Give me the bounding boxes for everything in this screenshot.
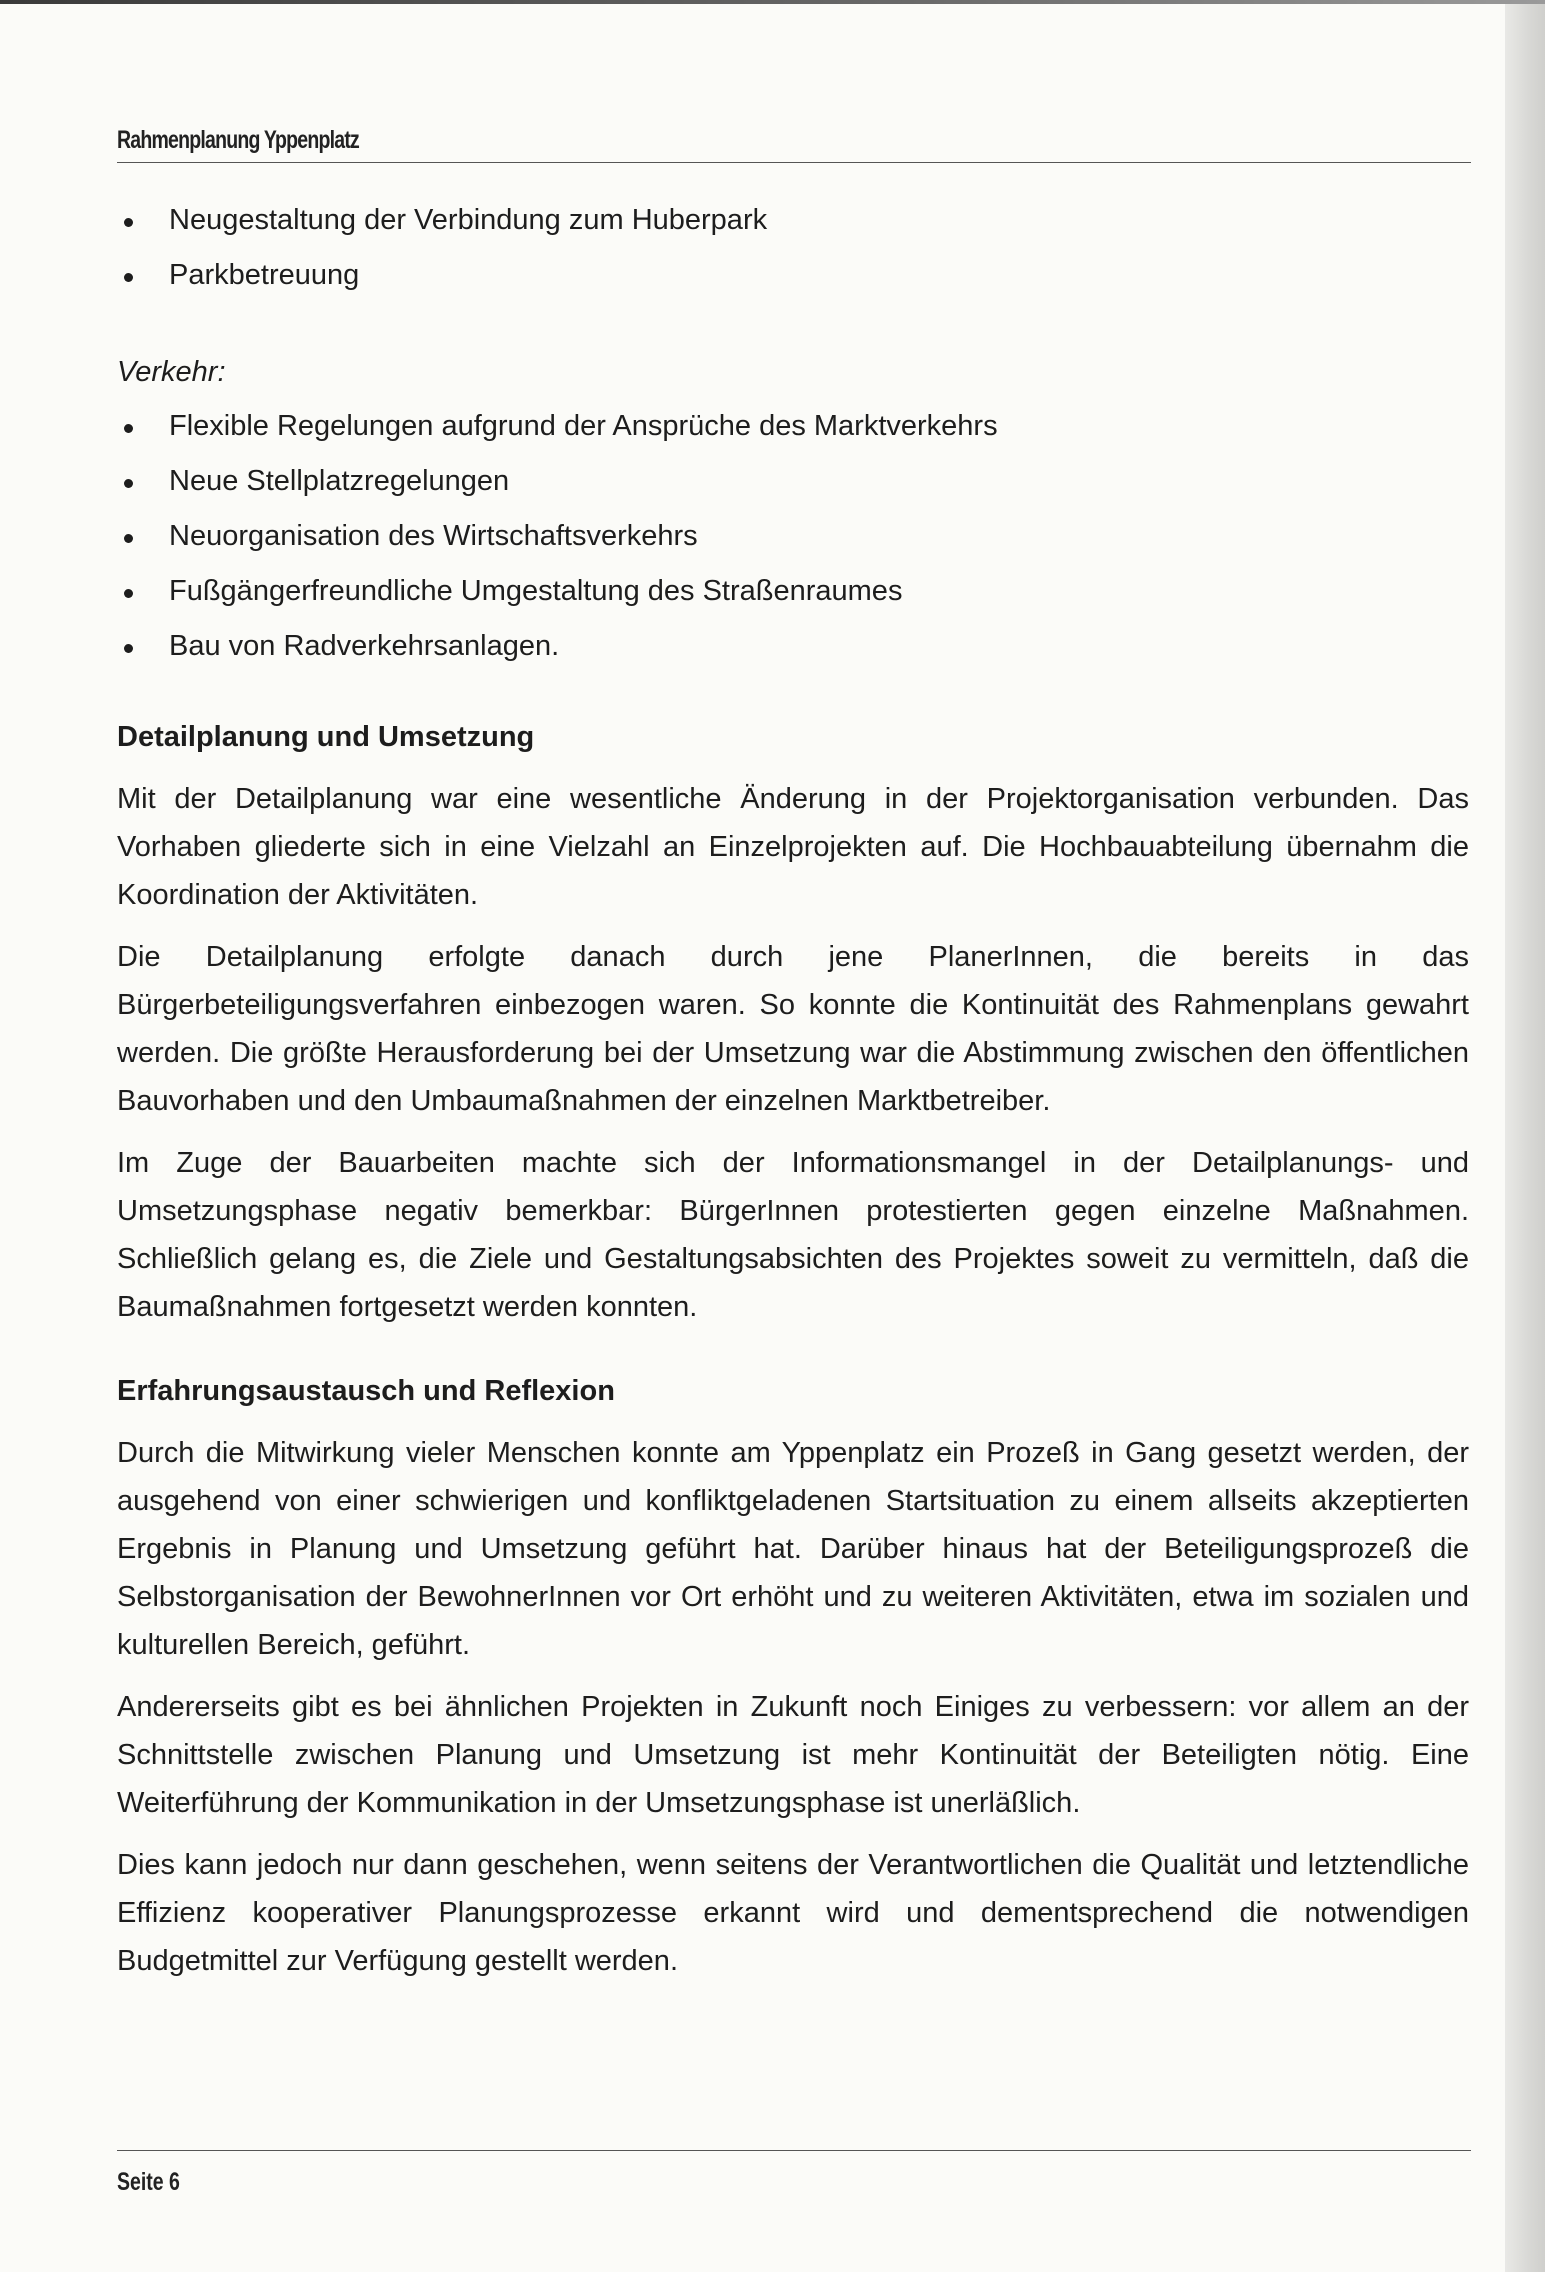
paragraph: Dies kann jedoch nur dann geschehen, wenn seitens der Verantwortlichen die Qualität und letztendliche Effizienz kooperativer Planungsprozesse erkannt wird und dementsprechend die notwendigen Budgetmittel zur Verfügung gestellt werden. — [117, 1849, 1469, 1977]
list-item-text: Neue Stellplatzregelungen — [169, 465, 510, 497]
footer-rule — [117, 2150, 1471, 2151]
list-item — [117, 457, 1469, 512]
list-item — [117, 196, 1469, 251]
header-rule — [117, 162, 1471, 163]
paragraph: Andererseits gibt es bei ähnlichen Projekten in Zukunft noch Einiges zu verbessern: vor allem an der Schnittstelle zwischen Planung und Umsetzung ist mehr Kontinuität der Beteiligten nötig. Eine Weiterführung der Kommunikation in der Umsetzungsphase ist unerläßlich. — [117, 1691, 1469, 1819]
list-item-text: Parkbetreuung — [169, 259, 360, 291]
bullet-icon — [124, 589, 133, 598]
list-item-text: Neuorganisation des Wirtschaftsverkehrs — [169, 520, 698, 552]
list-item — [117, 512, 1469, 567]
running-header — [117, 126, 1467, 155]
paragraph: Im Zuge der Bauarbeiten machte sich der Informationsmangel in der Detailplanungs- und Umsetzungsphase negativ bemerkbar: BürgerInnen protestierten gegen einzelne Maßnahmen. Schließlich gelang es, die Ziele und Gestaltungsabsichten des Projektes soweit zu vermitteln, daß die Baumaßnahmen fortgesetzt werden konnten. — [117, 1147, 1469, 1323]
list-item-text: Bau von Radverkehrsanlagen. — [169, 630, 560, 662]
scan-top-edge — [0, 0, 1545, 4]
list-item-text: Flexible Regelungen aufgrund der Ansprüche des Marktverkehrs — [169, 410, 998, 442]
bullet-icon — [124, 218, 133, 227]
intro-bullet-list — [117, 196, 1469, 306]
verkehr-bullet-list — [117, 402, 1469, 677]
bullet-icon — [124, 644, 133, 653]
bullet-icon — [124, 424, 133, 433]
list-item — [117, 567, 1469, 622]
paragraph: Mit der Detailplanung war eine wesentliche Änderung in der Projektorganisation verbunden. Das Vorhaben gliederte sich in eine Vielzahl an Einzelprojekten auf. Die Hochbauabteilung übernahm die Koordination der Aktivitäten. — [117, 783, 1469, 911]
page-edge-shadow — [1505, 0, 1545, 2272]
paragraph: Die Detailplanung erfolgte danach durch jene PlanerInnen, die bereits in das Bürgerbeteiligungsverfahren einbezogen waren. So konnte die Kontinuität des Rahmenplans gewahrt werden. Die größte Herausforderung bei der Umsetzung war die Abstimmung zwischen den öffentlichen Bauvorhaben und den Umbaumaßnahmen der einzelnen Marktbetreiber. — [117, 941, 1469, 1117]
verkehr-label: Verkehr: — [117, 356, 226, 388]
list-item — [117, 622, 1469, 677]
list-item — [117, 251, 1469, 306]
running-footer — [117, 2168, 198, 2197]
list-item — [117, 402, 1469, 457]
list-item-text: Fußgängerfreundliche Umgestaltung des Straßenraumes — [169, 575, 903, 607]
page-number: Seite 6 — [117, 2168, 180, 2196]
list-item-text: Neugestaltung der Verbindung zum Huberpark — [169, 204, 768, 236]
paragraph: Durch die Mitwirkung vieler Menschen konnte am Yppenplatz ein Prozeß in Gang gesetzt werden, der ausgehend von einer schwierigen und konfliktgeladenen Startsituation zu einem allseits akzeptierten Ergebnis in Planung und Umsetzung geführt hat. Darüber hinaus hat der Beteiligungsprozeß die Selbstorganisation der BewohnerInnen vor Ort erhöht und zu weiteren Aktivitäten, etwa im sozialen und kulturellen Bereich, geführt. — [117, 1437, 1469, 1661]
bullet-icon — [124, 273, 133, 282]
main-content — [117, 196, 1469, 1999]
section-heading-detailplanung: Detailplanung und Umsetzung — [117, 721, 535, 753]
bullet-icon — [124, 534, 133, 543]
bullet-icon — [124, 479, 133, 488]
header-title: Rahmenplanung Yppenplatz — [117, 126, 360, 154]
section-heading-erfahrungsaustausch: Erfahrungsaustausch und Reflexion — [117, 1375, 615, 1407]
